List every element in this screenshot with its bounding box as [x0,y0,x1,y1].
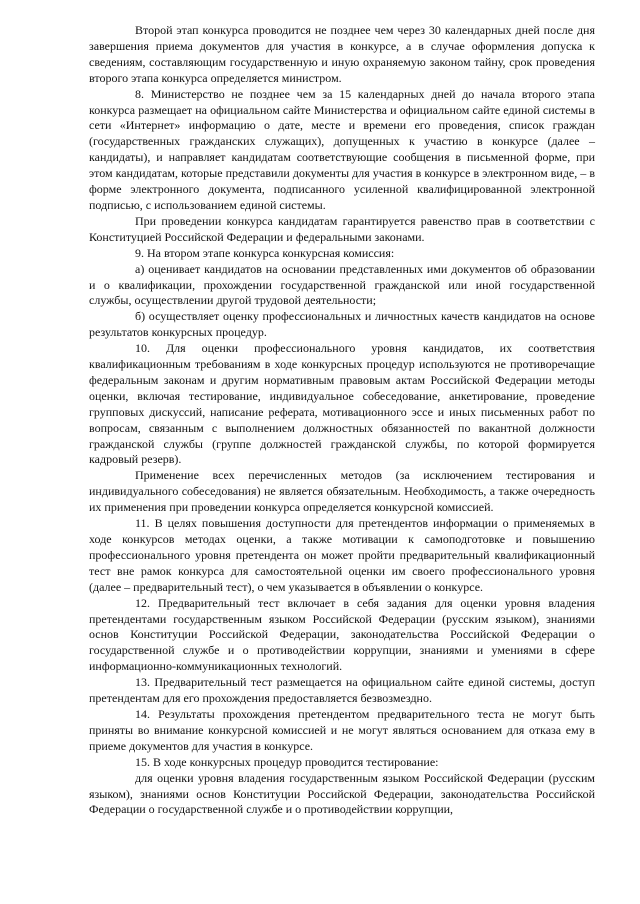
paragraph-item-9: 9. На втором этапе конкурса конкурсная комиссия: [135,245,395,260]
paragraph-second-stage-timing: Второй этап конкурса проводится не позднее чем через 30 календарных дней после дня завершения приема документов для участия в конкурсе, а в случае оформления допуска к сведениям, составляющим государственную и иную охраняемую законом тайну, срок проведения второго этапа конкурса определяется министром. [89,23,595,85]
paragraph-item-9a: а) оценивает кандидатов на основании представленных ими документов об образовании и о квалификации, прохождении государственной гражданской или иной государственной службы, осуществлении другой трудовой деятельности; [89,261,595,308]
document-page [89,23,595,818]
paragraph-methods-optional: Применение всех перечисленных методов (за исключением тестирования и индивидуального собеседования) не является обязательным. Необходимость, а также очередность их применения при проведении конкурса определяется конкурсной комиссией. [89,468,595,515]
paragraph-item-14: 14. Результаты прохождения претендентом предварительного теста не могут быть приняты во внимание конкурсной комиссией и не могут являться основанием для отказа ему в приеме документов для участия в конкурсе. [89,706,595,753]
paragraph-testing-purpose: для оценки уровня владения государственным языком Российской Федерации (русским языком), знаниями основ Конституции Российской Федерации, законодательства Российской Федерации о государственной службе и о противодействии коррупции, [89,770,595,817]
paragraph-item-11: 11. В целях повышения доступности для претендентов информации о применяемых в ходе конкурсов методах оценки, а также мотивации к самоподготовке и повышению профессионального уровня претендента он может пройти предварительный квалификационный тест вне рамок конкурса для самостоятельной оценки им своего профессионального уровня (далее – предварительный тест), о чем указывается в объявлении о конкурсе. [89,516,595,594]
paragraph-item-10: 10. Для оценки профессионального уровня кандидатов, их соответствия квалификационным требованиям в ходе конкурсных процедур используются не противоречащие федеральным законам и другим нормативным правовым актам Российской Федерации методы оценки, включая тестирование, индивидуальное собеседование, анкетирование, проведение групповых дискуссий, написание реферата, мотивационного эссе и иных письменных работ по вопросам, связанным с выполнением должностных обязанностей по вакантной должности гражданской службы (группе должностей гражданской службы, по которой формируется кадровый резерв). [89,341,595,467]
paragraph-item-15: 15. В ходе конкурсных процедур проводится тестирование: [135,754,439,769]
paragraph-item-12: 12. Предварительный тест включает в себя задания для оценки уровня владения претендентами государственным языком Российской Федерации (русским языком), знаниями основ Конституции Российской Федерации, законодательства Российской Федерации о государственной службе и о противодействии коррупции, знаниями и умениями в сфере информационно-коммуникационных технологий. [89,595,595,674]
paragraph-equal-rights: При проведении конкурса кандидатам гарантируется равенство прав в соответствии с Конституцией Российской Федерации и федеральными законами. [89,213,595,244]
paragraph-item-13: 13. Предварительный тест размещается на официальном сайте единой системы, доступ претендентам для его прохождения предоставляется безвозмездно. [89,675,595,706]
paragraph-item-8: 8. Министерство не позднее чем за 15 календарных дней до начала второго этапа конкурса размещает на официальном сайте Министерства и официальном сайте единой системы в сети «Интернет» информацию о дате, месте и времени его проведения, список граждан (государственных гражданских служащих), допущенных к участию в конкурсе (далее – кандидаты), и направляет кандидатам соответствующие сообщения в письменной форме, при этом кандидатам, которые представили документы для участия в конкурсе в электронном виде, – в форме электронного документа, подписанного усиленной квалифицированной электронной подписью, с использованием единой системы. [89,86,595,212]
paragraph-item-9b: б) осуществляет оценку профессиональных и личностных качеств кандидатов на основе результатов конкурсных процедур. [89,309,595,340]
